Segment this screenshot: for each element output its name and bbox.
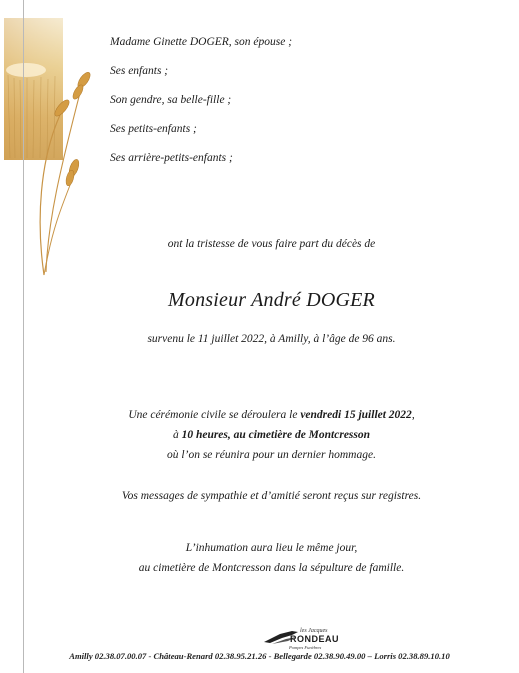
- ceremony-line-2: [24, 425, 519, 445]
- ceremony-date: vendredi 15 juillet 2022: [300, 409, 412, 421]
- announcement-text: ont la tristesse de vous faire part du décès de: [167, 238, 376, 250]
- ceremony-text: à: [172, 429, 182, 441]
- ceremony-time-place: 10 heures, au cimetière de Montcresson: [181, 429, 371, 441]
- ceremony-line-3: où l’on se réunira pour un dernier hommage.: [167, 449, 376, 461]
- logo-subtitle: Pompes Funèbres: [289, 645, 322, 650]
- footer-contacts: Amilly 02.38.07.00.07 - Château-Renard 02.38.95.21.26 - Bellegarde 02.38.90.49.00 – Lorris 02.38.89.10.10: [69, 651, 450, 661]
- family-line: Ses petits-enfants ;: [110, 123, 197, 135]
- logo-small-text: les Jacques: [300, 628, 328, 634]
- burial-details: [24, 538, 519, 578]
- deceased-info: survenu le 11 juillet 2022, à Amilly, à l’âge de 96 ans.: [147, 333, 396, 345]
- family-line: Ses arrière-petits-enfants ;: [110, 152, 233, 164]
- burial-line-1: L’inhumation aura lieu le même jour,: [185, 542, 358, 554]
- ceremony-details: [24, 405, 519, 465]
- ceremony-line-1: [24, 405, 519, 425]
- burial-line-2: au cimetière de Montcresson dans la sépulture de famille.: [138, 562, 405, 574]
- messages-text: Vos messages de sympathie et d’amitié seront reçus sur registres.: [121, 490, 422, 502]
- ceremony-text: Une cérémonie civile se déroulera le: [128, 409, 301, 421]
- family-line: Madame Ginette DOGER, son épouse ;: [110, 36, 293, 48]
- family-list: [110, 34, 292, 179]
- ceremony-text: ,: [411, 409, 415, 421]
- family-line: Ses enfants ;: [110, 65, 169, 77]
- logo-name: RONDEAU: [290, 634, 340, 644]
- family-line: Son gendre, sa belle-fille ;: [110, 94, 232, 106]
- deceased-name: Monsieur André DOGER: [168, 289, 375, 311]
